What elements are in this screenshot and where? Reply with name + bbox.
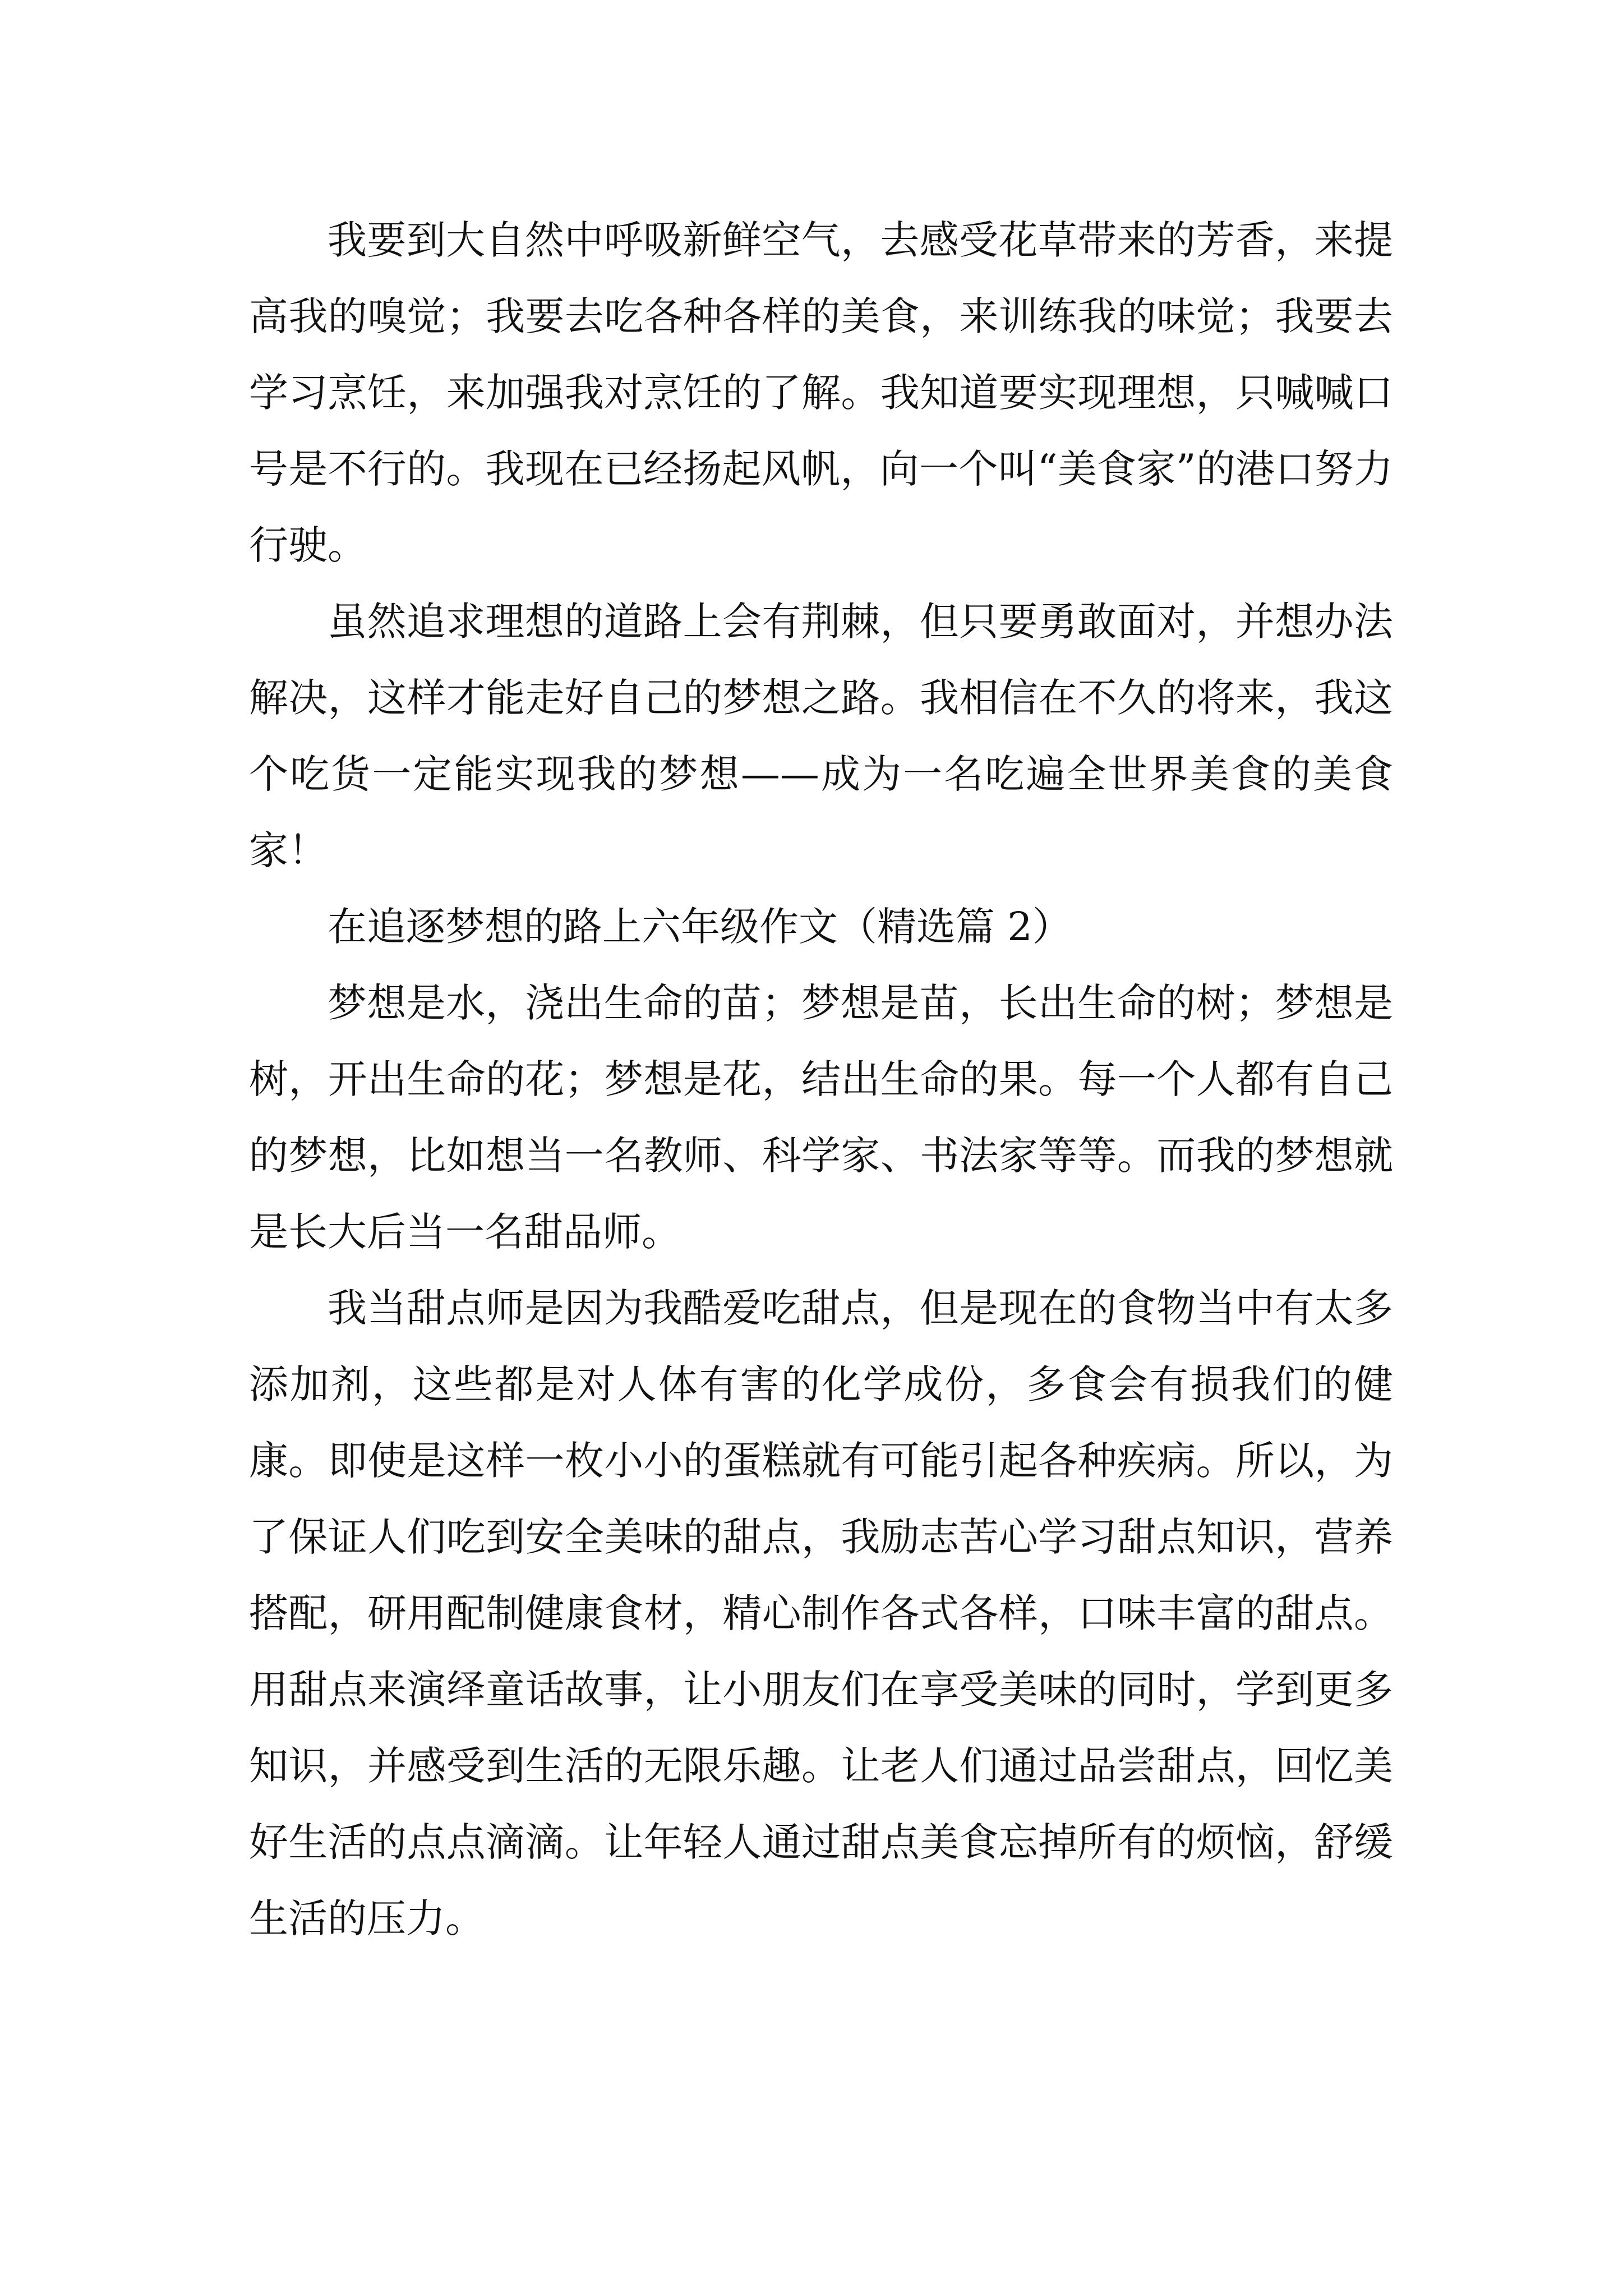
- paragraph-2: 虽然追求理想的道路上会有荆棘，但只要勇敢面对，并想办法解决，这样才能走好自己的梦想之路。我相信在不久的将来，我这个吃货一定能实现我的梦想——成为一名吃遍全世界美食的美食家！: [249, 599, 1393, 873]
- document-body: [249, 202, 1393, 1957]
- paragraph-4: 我当甜点师是因为我酷爱吃甜点，但是现在的食物当中有太多添加剂，这些都是对人体有害的化学成份，多食会有损我们的健康。即使是这样一枚小小的蛋糕就有可能引起各种疾病。所以，为了保证人们吃到安全美味的甜点，我励志苦心学习甜点知识，营养搭配，研用配制健康食材，精心制作各式各样，口味丰富的甜点。用甜点来演绎童话故事，让小朋友们在享受美味的同时，学到更多知识，并感受到生活的无限乐趣。让老人们通过品尝甜点，回忆美好生活的点点滴滴。让年轻人通过甜点美食忘掉所有的烦恼，舒缓生活的压力。: [249, 1285, 1393, 1941]
- section-heading: 在追逐梦想的路上六年级作文（精选篇 2）: [328, 904, 1072, 950]
- paragraph-3: 梦想是水，浇出生命的苗；梦想是苗，长出生命的树；梦想是树，开出生命的花；梦想是花，结出生命的果。每一个人都有自己的梦想，比如想当一名教师、科学家、书法家等等。而我的梦想就是长大后当一名甜品师。: [249, 980, 1393, 1255]
- paragraph-1: 我要到大自然中呼吸新鲜空气，去感受花草带来的芳香，来提高我的嗅觉；我要去吃各种各样的美食，来训练我的味觉；我要去学习烹饪，来加强我对烹饪的了解。我知道要实现理想，只喊喊口号是不行的。我现在已经扬起风帆，向一个叫“美食家”的港口努力行驶。: [249, 217, 1393, 568]
